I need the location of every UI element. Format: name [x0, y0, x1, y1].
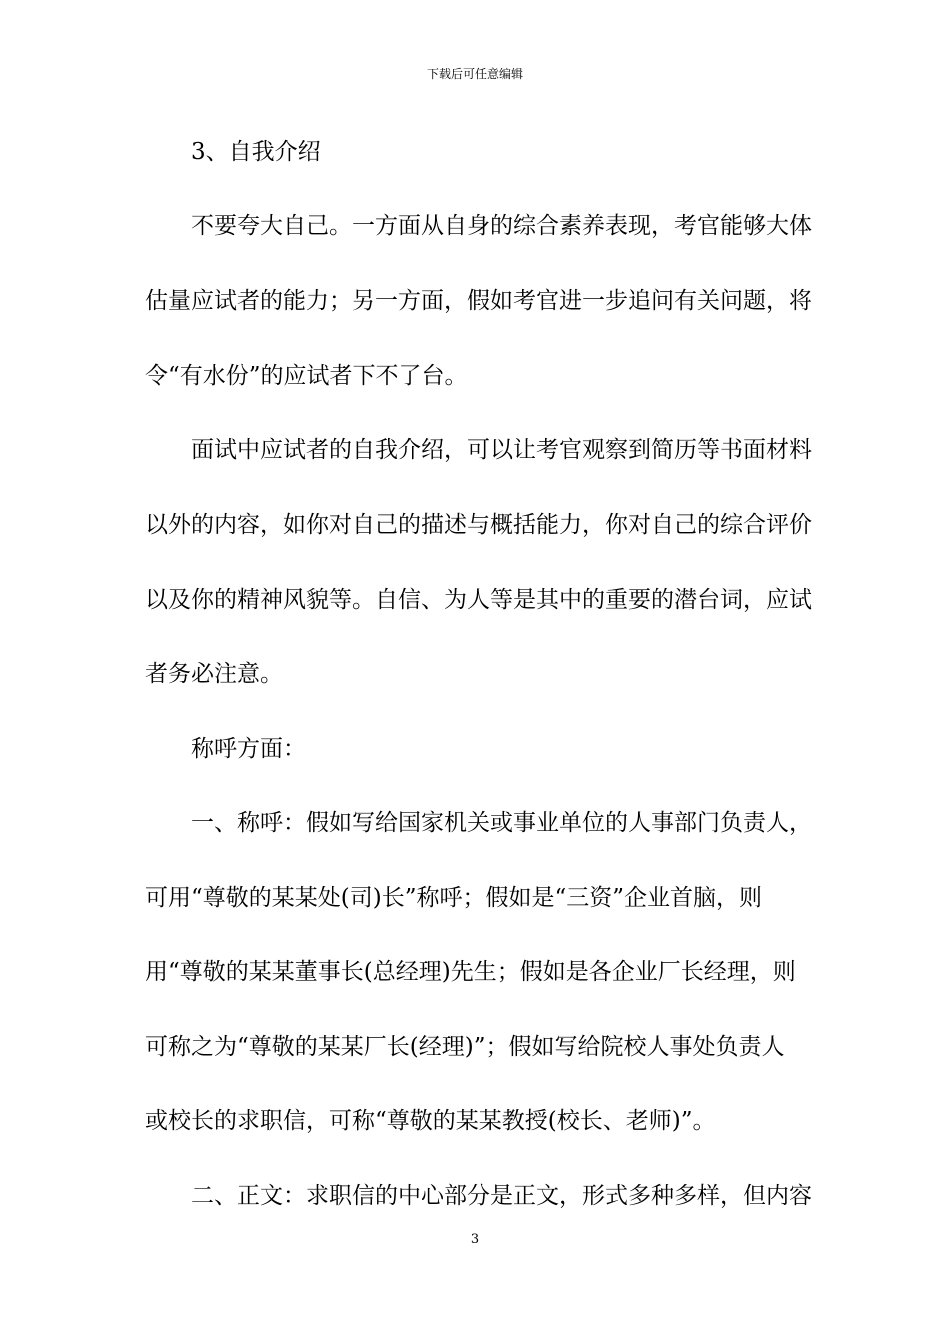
paragraph-line: 以及你的精神风貌等。自信、为人等是其中的重要的潜台词，应试: [145, 587, 812, 613]
page-header: 下载后可任意编辑: [426, 67, 523, 81]
paragraph-line: 估量应试者的能力；另一方面，假如考官进一步追问有关问题，将: [145, 288, 812, 314]
page-number: 3: [470, 1232, 480, 1247]
paragraph-line: 用“尊敬的某某董事长(总经理)先生；假如是各企业厂长经理，则: [145, 959, 796, 985]
paragraph-line: 或校长的求职信，可称“尊敬的某某教授(校长、老师)”。: [145, 1108, 716, 1134]
paragraph-line: 称呼方面：: [191, 736, 306, 762]
paragraph-line: 以外的内容，如你对自己的描述与概括能力，你对自己的综合评价: [145, 512, 812, 538]
paragraph-line: 可称之为“尊敬的某某厂长(经理)”；假如写给院校人事处负责人: [145, 1034, 785, 1060]
paragraph-line: 面试中应试者的自我介绍，可以让考官观察到简历等书面材料: [191, 437, 812, 463]
paragraph-line: 二、正文：求职信的中心部分是正文，形式多种多样，但内容: [191, 1183, 812, 1209]
paragraph-line: 者务必注意。: [145, 661, 283, 687]
paragraph-line: 令“有水份”的应试者下不了台。: [145, 363, 468, 389]
paragraph-line: 可用“尊敬的某某处(司)长”称呼；假如是“三资”企业首脑，则: [145, 885, 762, 911]
paragraph-line: 一、称呼：假如写给国家机关或事业单位的人事部门负责人，: [191, 810, 812, 836]
paragraph-line: 不要夸大自己。一方面从自身的综合素养表现，考官能够大体: [191, 213, 812, 239]
section-title: 3、自我介绍: [191, 139, 321, 165]
